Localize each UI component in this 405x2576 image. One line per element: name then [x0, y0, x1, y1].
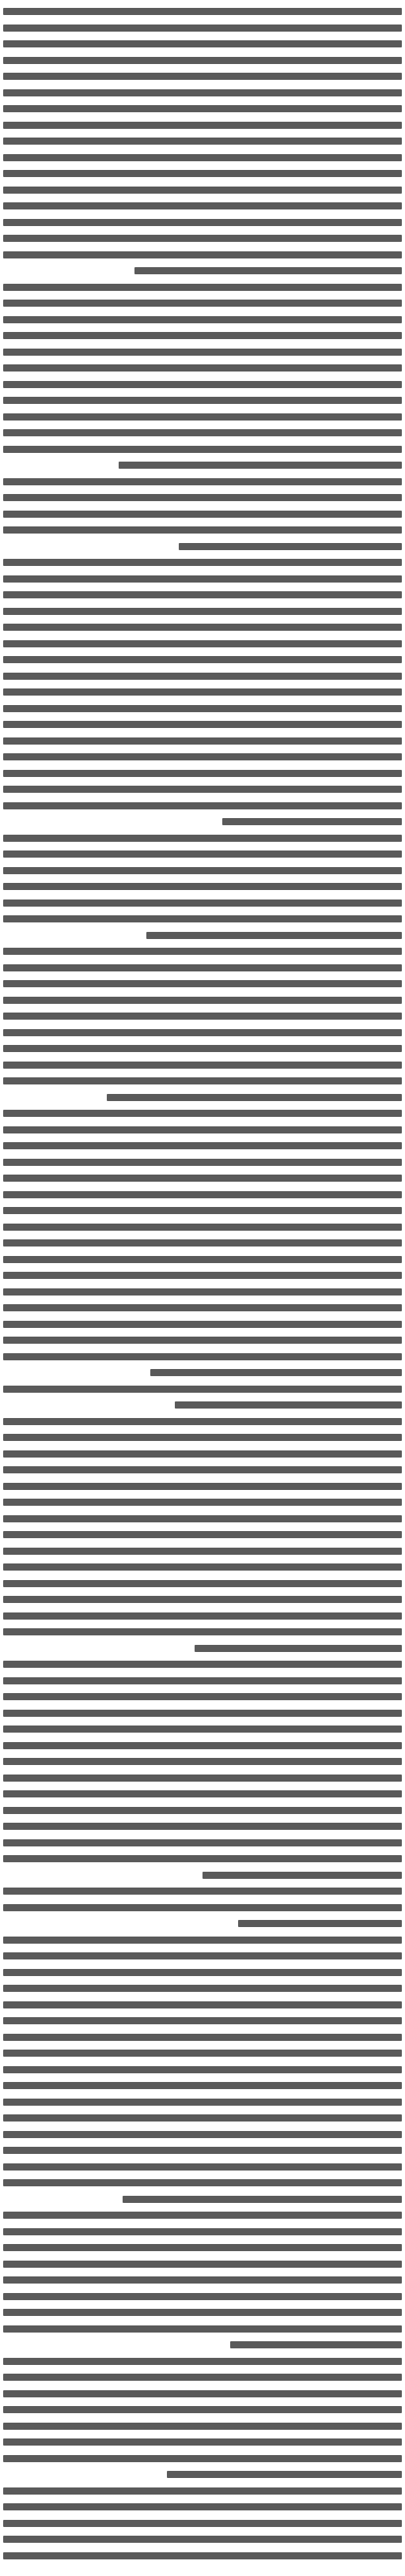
article-body: [3, 3, 402, 2573]
